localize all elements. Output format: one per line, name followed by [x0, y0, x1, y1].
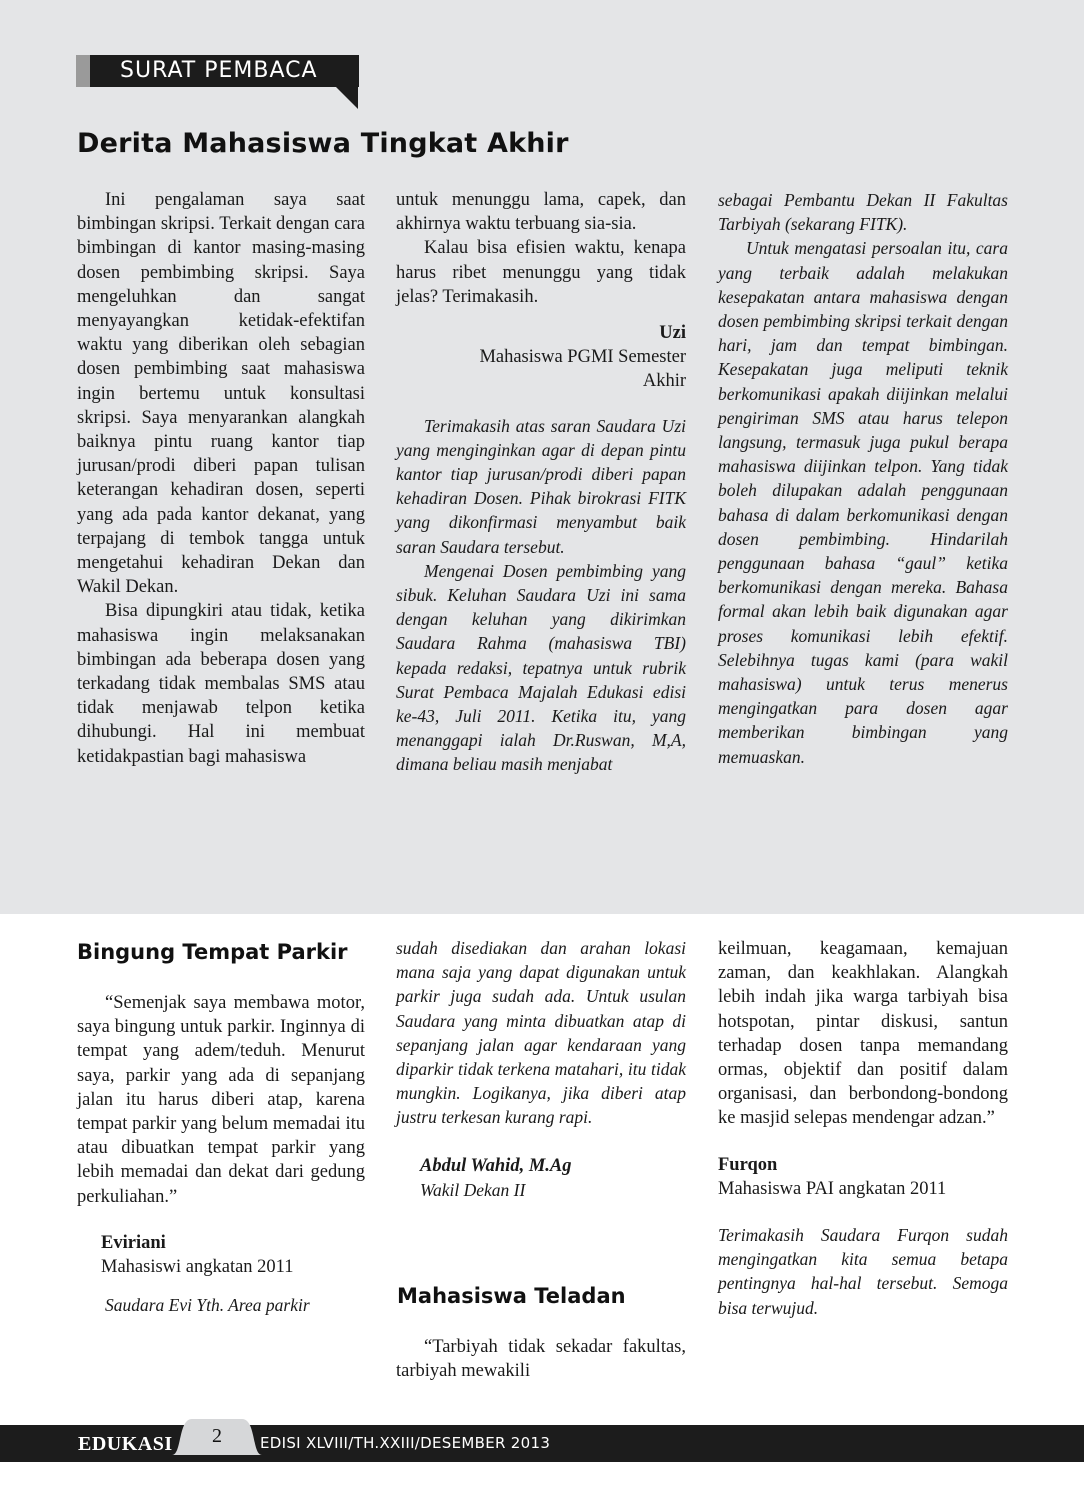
reply1-paragraph-1: Terimakasih atas saran Saudara Uzi yang menginginkan agar di depan pintu kantor tiap jurusan/prodi diberi papan kehadiran Dosen. Pihak birokrasi FITK yang dikonfirmasi menyambut baik saran Saudara tersebut.	[396, 415, 686, 557]
letter3-reply: Terimakasih Saudara Furqon sudah mengingatkan kita semua betapa pentingnya hal-hal tersebut. Semoga bisa terwujud.	[718, 1225, 1008, 1318]
section-label: SURAT PEMBACA	[90, 55, 359, 87]
letter2-reply-paragraph-cont: sudah disediakan dan arahan lokasi mana saja yang dapat digunakan untuk parkir juga sudah ada. Untuk usulan Saudara yang minta dibuatkan atap di sepanjang jalan agar kendaraan yang diparkir tidak terkena matahari, itu tidak mungkin. Logikanya, jika diberi atap justru terkesan kurang rapi.	[396, 938, 686, 1128]
letter1-paragraph-1: Ini pengalaman saya saat bimbingan skripsi. Terkait dengan cara bimbingan di kantor masing-masing dosen pembimbing skripsi. Saya mengeluhkan dan sangat menyayangkan ketidak-efektifan waktu yang diberikan oleh sebagian dosen pembimbing saat mahasiswa ingin bertemu untuk konsultasi skripsi. Saya menyarankan alangkah baiknya pintu ruang kantor tiap jurusan/prodi diberi papan tulisan keterangan kehadiran dosen, seperti yang ada pada kantor dekanat, yang terpajang di tembok tangga untuk mengetahui kehadiran Dekan dan Wakil Dekan.	[77, 190, 365, 598]
letter1-author-desc: Mahasiswa PGMI Semester Akhir	[479, 347, 686, 392]
reply1-paragraph-2-cont: sebagai Pembantu Dekan II Fakultas Tarbiyah (sekarang FITK).	[718, 190, 1008, 235]
edition-info: EDISI XLVIII/TH.XXIII/DESEMBER 2013	[260, 1434, 551, 1452]
letter1-paragraph-2: Bisa dipungkiri atau tidak, ketika mahasiswa ingin melaksanakan bimbingan ada beberapa dosen yang terkadang tidak membalas SMS atau tidak menjawab telpon ketika dihubungi. Hal ini membuat ketidakpastian bagi mahasiswa	[77, 601, 365, 767]
letter3-author-desc: Mahasiswa PAI angkatan 2011	[718, 1178, 947, 1199]
letter2-author: Eviriani	[101, 1232, 166, 1253]
letter2-column-1	[77, 991, 365, 1317]
letter3-column-3	[718, 937, 1008, 1320]
letter1-author: Uzi	[659, 323, 686, 344]
letter2-reply-paragraph: Saudara Evi Yth. Area parkir	[105, 1295, 310, 1316]
letter2-reply-author-desc: Wakil Dekan II	[420, 1179, 526, 1200]
letter3-paragraph-1-cont: keilmuan, keagamaan, kemajuan zaman, dan keakhlakan. Alangkah lebih indah jika warga tarbiyah bisa hotspotan, pintar diskusi, santun terhadap dosen tanpa memandang ormas, objektif dan positif dalam organisasi, dan berbondong-bondong ke masjid selepas mendengar adzan.”	[718, 939, 1008, 1129]
page-number-tab	[172, 1419, 262, 1455]
magazine-name: EDUKASI	[78, 1433, 173, 1455]
letter1-column-1	[77, 188, 365, 769]
letter2-reply-author: Abdul Wahid, M.Ag	[420, 1155, 572, 1176]
reply1-paragraph-2: Mengenai Dosen pembimbing yang sibuk. Keluhan Saudara Uzi ini sama dengan keluhan yang dikirimkan Saudara Rahma (mahasiswa TBI) kepada redaksi, tepatnya untuk rubrik Surat Pembaca Majalah Edukasi edisi ke-43, Juli 2011. Ketika itu, yang menanggapi ialah Dr.Ruswan, M,A, dimana beliau masih menjabat	[396, 560, 686, 775]
letter2-author-desc: Mahasiswi angkatan 2011	[101, 1257, 294, 1278]
section-label-banner	[76, 55, 359, 87]
letter1-column-2	[396, 188, 686, 777]
letter2-reply-column	[396, 936, 686, 1202]
section-label-tail	[336, 87, 358, 109]
letter3-author: Furqon	[718, 1154, 778, 1175]
letter2-paragraph-1: “Semenjak saya membawa motor, saya bingung untuk parkir. Inginnya di tempat yang adem/teduh. Menurut saya, parkir yang ada di sepanjang jalan itu harus diberi atap, karena tempat parkir yang belum memadai itu atau dibuatkan tempat parkir yang lebih memadai dan dekat dari gedung perkuliahan.”	[77, 993, 365, 1207]
letter3-column-2	[396, 1335, 686, 1383]
letter3-paragraph-1: “Tarbiyah tidak sekadar fakultas, tarbiyah mewakili	[396, 1337, 686, 1382]
letter3-title: Mahasiswa Teladan	[397, 1284, 626, 1308]
reply1-paragraph-3: Untuk mengatasi persoalan itu, cara yang terbaik adalah melakukan kesepakatan antara mahasiswa dengan dosen pembimbing skripsi terkait dengan hari, jam dan tempat bimbingan. Kesepakatan juga meliputi teknik berkomunikasi apakah diijinkan melalui pengiriman SMS atau harus telepon langsung, termasuk juga pukul berapa mahasiswa diijinkan telpon. Yang tidak boleh dilupakan adalah penggunaan bahasa di dalam berkomunikasi dengan dosen pembimbing. Hindarilah penggunaan bahasa “gaul” ketika berkomunikasi dengan mereka. Bahasa formal akan lebih baik digunakan agar proses komunikasi lebih efektif. Selebihnya tugas kami (para wakil mahasiswa) untuk terus menerus mengingatkan para dosen agar memberikan bimbingan yang memuaskan.	[718, 238, 1008, 767]
section-label-accent	[76, 55, 90, 87]
letter1-paragraph-3: Kalau bisa efisien waktu, kenapa harus ribet menunggu yang tidak jelas? Terimakasih.	[396, 238, 686, 307]
letter1-paragraph-2-cont: untuk menunggu lama, capek, dan akhirnya waktu terbuang sia-sia.	[396, 190, 686, 235]
page-number: 2	[212, 1425, 222, 1447]
reply1-column-3	[718, 188, 1008, 769]
headline: Derita Mahasiswa Tingkat Akhir	[77, 128, 569, 159]
letter2-title: Bingung Tempat Parkir	[77, 940, 348, 964]
